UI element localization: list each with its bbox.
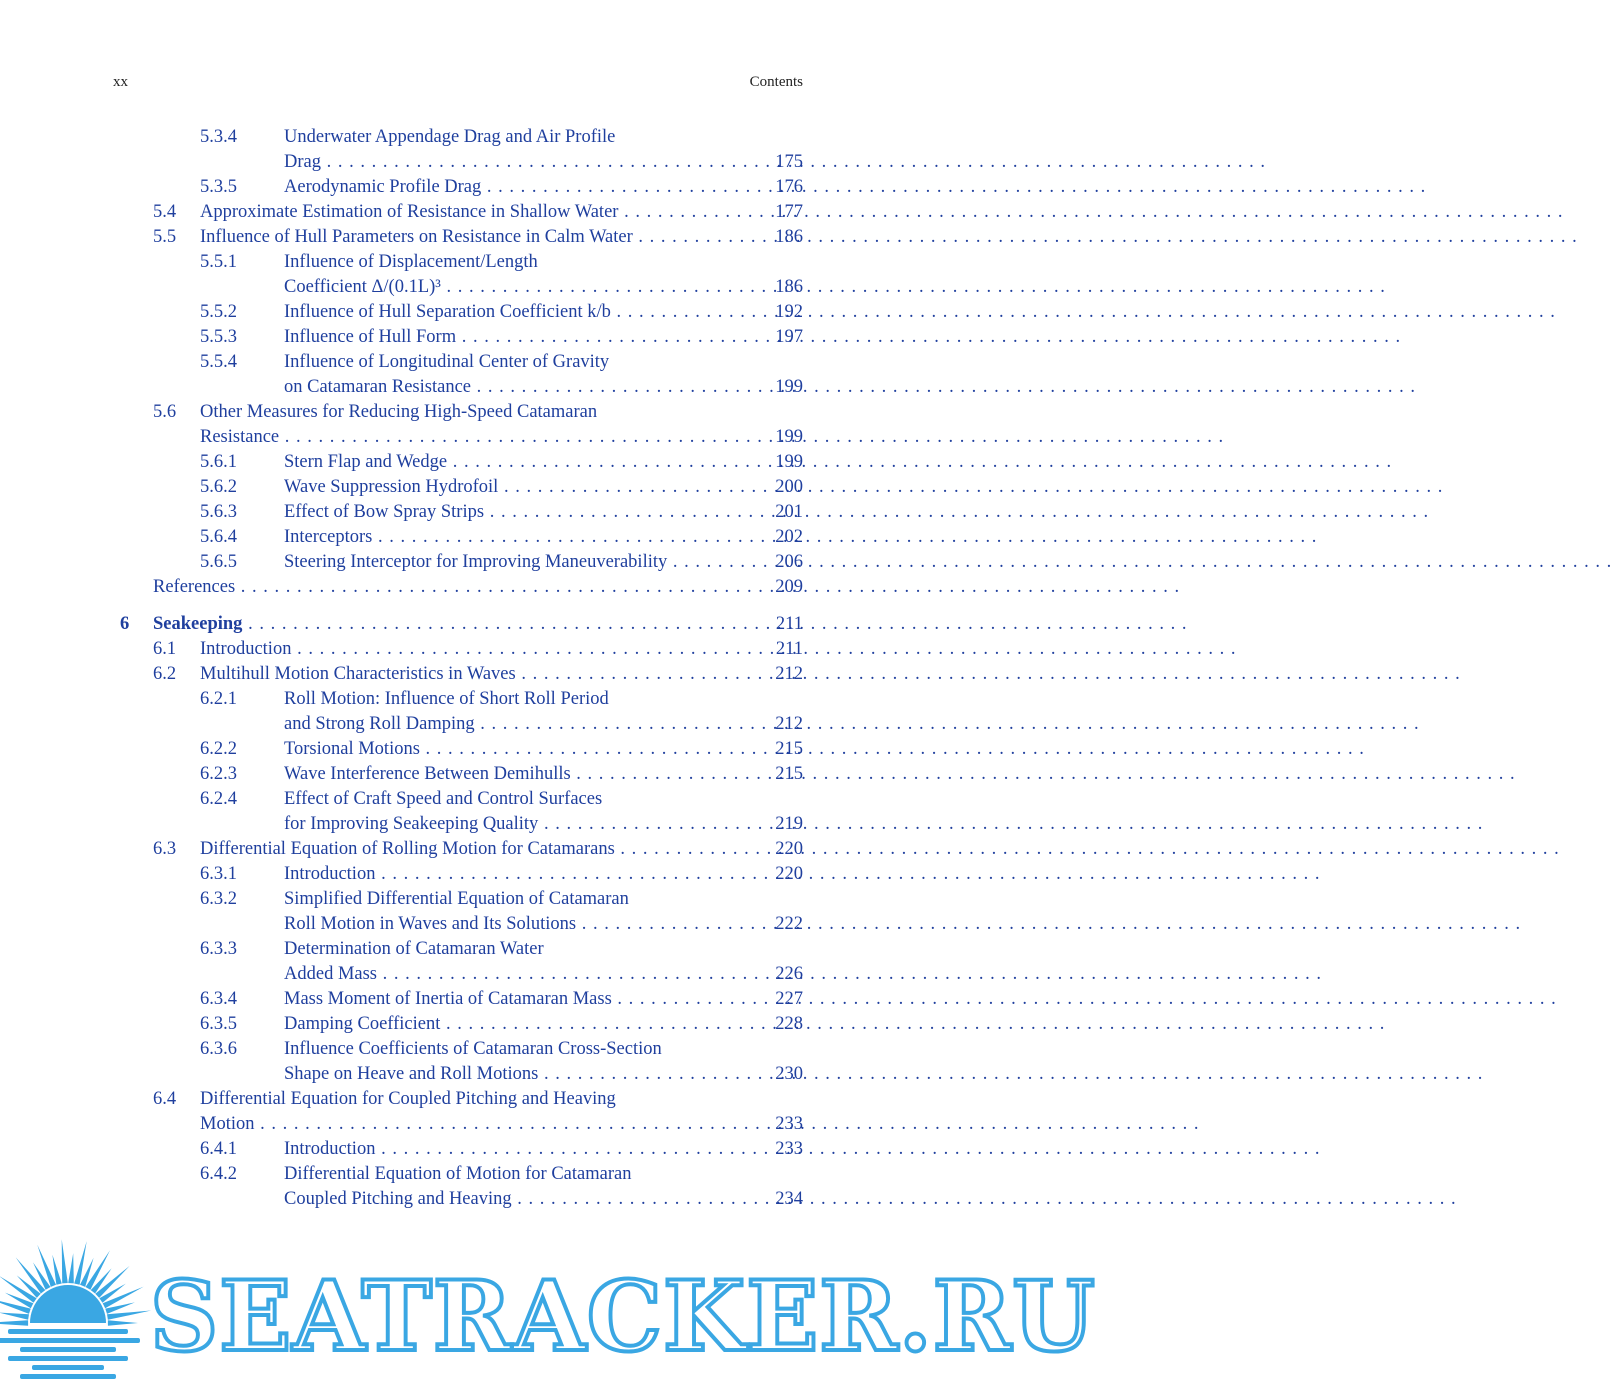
toc-entry-title-text: Influence of Hull Separation Coefficient k/b [284,302,611,322]
toc-entry-title-text: Coupled Pitching and Heaving [284,1189,512,1209]
toc-entry[interactable] [0,525,915,550]
toc-entry[interactable] [0,1137,915,1162]
toc-entry-title-text: Resistance [200,427,280,447]
toc-entry-title-text: Seakeeping [153,614,243,634]
toc-entry-title [200,837,760,862]
toc-entry-title [284,887,629,912]
toc-entry-title [153,575,760,600]
toc-entry-title-text: Differential Equation for Coupled Pitching and Heaving [200,1089,616,1109]
toc-entry-title-text: Motion [200,1114,255,1134]
toc-entry-number: 6.2.4 [200,789,237,809]
toc-entry-title [200,662,760,687]
toc-entry[interactable] [0,375,915,400]
toc-entry-title-text: and Strong Roll Damping [284,714,475,734]
toc-entry-title [284,275,760,300]
toc-entry-page: 209 [775,577,803,597]
toc-entry[interactable] [0,812,915,837]
toc-entry[interactable] [0,737,915,762]
toc-entry[interactable] [0,275,915,300]
toc-entry[interactable] [0,1162,915,1187]
toc-entry[interactable] [0,687,915,712]
toc-entry-page: 227 [775,989,803,1009]
toc-entry-title-text: Effect of Bow Spray Strips [284,502,485,522]
toc-entry-number: 6.3.5 [200,1014,237,1034]
toc-entry-number: 5.4 [153,202,177,222]
toc-entry-title-text: Influence of Longitudinal Center of Gravity [284,352,610,372]
toc-entry-page: 175 [775,152,803,172]
toc-entry-page: 234 [775,1189,803,1209]
toc-entry-title [200,200,760,225]
toc-entry-title [284,1187,760,1212]
toc-entry-title-text: on Catamaran Resistance [284,377,471,397]
toc-entry-page: 186 [775,227,803,247]
toc-entry-number: 6.2.3 [200,764,237,784]
toc-entry-title [284,450,760,475]
toc-entry-title [284,175,760,200]
toc-entry-number: 5.6.3 [200,502,237,522]
toc-entry-title-text: Added Mass [284,964,378,984]
toc-entry[interactable] [0,962,915,987]
toc-entry-page: 233 [775,1114,803,1134]
toc-entry-number: 6.3.1 [200,864,237,884]
toc-entry[interactable] [0,862,915,887]
toc-entry-title-text: Drag [284,152,321,172]
toc-entry-number: 6.2.2 [200,739,237,759]
toc-entry-title-text: Influence Coefficients of Catamaran Cross-Section [284,1039,662,1059]
toc-entry-page: 206 [775,552,803,572]
toc-entry-page: 199 [775,427,803,447]
toc-entry-title [200,1087,616,1112]
toc-entry-number: 5.3.5 [200,177,237,197]
toc-entry-title-text: Steering Interceptor for Improving Maneuverability [284,552,668,572]
toc-entry-title [284,300,760,325]
toc-entry[interactable] [0,887,915,912]
toc-entry[interactable] [0,837,915,862]
toc-entry-title [153,612,760,637]
toc-entry-page: 211 [775,614,803,634]
toc-entry-title-text: Effect of Craft Speed and Control Surfaces [284,789,603,809]
toc-entry[interactable] [0,612,915,637]
toc-entry[interactable] [0,450,915,475]
toc-entry[interactable] [0,787,915,812]
toc-entry[interactable] [0,325,915,350]
toc-entry-title-text: References [153,577,236,597]
toc-entry-number: 5.6.5 [200,552,237,572]
toc-entry-page: 212 [775,714,803,734]
toc-entry[interactable] [0,575,915,600]
toc-entry-title [284,987,760,1012]
toc-entry-number: 6.4.1 [200,1139,237,1159]
toc-entry-title [284,787,602,812]
toc-entry-title [284,500,760,525]
toc-entry-title-text: Stern Flap and Wedge [284,452,448,472]
toc-entry-page: 202 [775,527,803,547]
toc-entry-title-text: Other Measures for Reducing High-Speed Catamaran [200,402,598,422]
toc-entry-title [284,250,538,275]
toc-entry-title-text: Differential Equation of Rolling Motion for Catamarans [200,839,615,859]
toc-entry-title [284,812,760,837]
toc-entry-page: 226 [775,964,803,984]
toc-entry-page: 177 [775,202,803,222]
toc-entry[interactable] [0,150,915,175]
toc-entry-title-text: Mass Moment of Inertia of Catamaran Mass [284,989,612,1009]
toc-entry-page: 215 [775,764,803,784]
toc-entry[interactable] [0,987,915,1012]
toc-entry-title [284,712,760,737]
toc-entry[interactable] [0,125,915,150]
toc-entry-title-text: Introduction [284,1139,376,1159]
toc-entry[interactable] [0,175,915,200]
toc-entry-page: 220 [775,864,803,884]
toc-entry-title [284,1037,662,1062]
toc-entry[interactable] [0,200,915,225]
toc-entry-page: 211 [775,639,803,659]
toc-entry-title [284,350,609,375]
toc-entry-page: 176 [775,177,803,197]
toc-entry-title-text: Torsional Motions [284,739,420,759]
toc-entry-title-text: Determination of Catamaran Water [284,939,544,959]
toc-entry-number: 6.1 [153,639,177,659]
toc-entry-page: 215 [775,739,803,759]
toc-entry[interactable] [0,500,915,525]
toc-entry-title [284,1062,760,1087]
toc-entry[interactable] [0,350,915,375]
toc-entry-title [200,637,760,662]
toc-entry-title-text: Influence of Hull Parameters on Resistance in Calm Water [200,227,633,247]
toc-entry-title [284,550,760,575]
toc-entry-page: 212 [775,664,803,684]
toc-entry-title [284,525,760,550]
toc-entry-title [200,425,760,450]
toc-entry[interactable] [0,712,915,737]
toc-entry-number: 5.5 [153,227,177,247]
toc-entry-title [284,150,760,175]
toc-entry[interactable] [0,637,915,662]
toc-entry-number: 6.4.2 [200,1164,237,1184]
toc-entry-page: 199 [775,452,803,472]
toc-entry[interactable] [0,1062,915,1087]
toc-entry-title [284,737,760,762]
toc-entry-number: 5.5.1 [200,252,237,272]
toc-entry-number: 5.3.4 [200,127,237,147]
toc-entry[interactable] [0,1112,915,1137]
toc-entry-title [284,762,760,787]
toc-entry-title-text: Coefficient Δ/(0.1L)³ [284,277,441,297]
toc-entry[interactable] [0,225,915,250]
toc-entry-number: 6.3.3 [200,939,237,959]
toc-entry-title-text: Shape on Heave and Roll Motions [284,1064,539,1084]
watermark-text: SEATRACKER.RU [150,1260,1096,1373]
toc-entry-title [284,1162,631,1187]
toc-entry-number: 6.3.2 [200,889,237,909]
toc-entry-page: 219 [775,814,803,834]
toc-entry-title-text: Approximate Estimation of Resistance in Shallow Water [200,202,619,222]
toc-entry-title [284,125,615,150]
toc-entry-page: 197 [775,327,803,347]
toc-entry-title [200,400,597,425]
toc-entry-number: 6.2 [153,664,177,684]
toc-entry-title [284,962,760,987]
toc-entry-page: 228 [775,1014,803,1034]
toc-entry-title [284,687,609,712]
toc-entry-page: 199 [775,377,803,397]
toc-entry-title [200,1112,760,1137]
toc-entry[interactable] [0,300,915,325]
toc-entry-title [284,1012,760,1037]
toc-entry-number: 6.3.4 [200,989,237,1009]
toc-entry[interactable] [0,937,915,962]
toc-entry-title-text: Multihull Motion Characteristics in Waves [200,664,516,684]
toc-entry[interactable] [0,1037,915,1062]
toc-entry-title-text: for Improving Seakeeping Quality [284,814,539,834]
toc-entry[interactable] [0,400,915,425]
toc-entry-title-text: Underwater Appendage Drag and Air Profile [284,127,616,147]
toc-entry-title-text: Aerodynamic Profile Drag [284,177,482,197]
toc-entry-title-text: Simplified Differential Equation of Catamaran [284,889,629,909]
toc-entry-number: 5.5.4 [200,352,237,372]
toc-entry-title-text: Damping Coefficient [284,1014,441,1034]
toc-entry-title [200,225,760,250]
toc-entry-page: 230 [775,1064,803,1084]
toc-entry-page: 222 [775,914,803,934]
toc-entry-number: 6.2.1 [200,689,237,709]
toc-entry-number: 5.6 [153,402,177,422]
toc-entry[interactable] [0,550,915,575]
toc-entry[interactable] [0,1012,915,1037]
toc-entry-title [284,912,760,937]
toc-entry-title-text: Interceptors [284,527,373,547]
running-header-page-number: xx [113,74,128,90]
toc-entry-page: 192 [775,302,803,322]
toc-entry[interactable] [0,425,915,450]
toc-entry[interactable] [0,662,915,687]
toc-entry-title-text: Influence of Displacement/Length [284,252,538,272]
toc-entry-title [284,937,544,962]
toc-entry-number: 5.5.2 [200,302,237,322]
toc-entry-title [284,1137,760,1162]
toc-entry-title-text: Influence of Hull Form [284,327,457,347]
toc-entry[interactable] [0,762,915,787]
toc-entry-number: 5.6.2 [200,477,237,497]
toc-entry-page: 233 [775,1139,803,1159]
toc-entry-title [284,862,760,887]
toc-entry-title-text: Wave Suppression Hydrofoil [284,477,499,497]
toc-entry-page: 200 [775,477,803,497]
toc-entry-title [284,475,760,500]
toc-entry-number: 5.6.1 [200,452,237,472]
toc-entry-page: 201 [775,502,803,522]
toc-entry-number: 6.3 [153,839,177,859]
toc-entry[interactable] [0,912,915,937]
toc-entry-title [284,325,760,350]
toc-entry-number: 6.4 [153,1089,177,1109]
toc-entry-page: 186 [775,277,803,297]
toc-entry-title-text: Introduction [200,639,292,659]
toc-entry-title-text: Wave Interference Between Demihulls [284,764,571,784]
toc-entry[interactable] [0,1187,915,1212]
toc-entry-page: 220 [775,839,803,859]
toc-entry[interactable] [0,475,915,500]
running-header-title: Contents [749,74,803,90]
toc-entry-title-text: Introduction [284,864,376,884]
toc-entry-title-text: Roll Motion: Influence of Short Roll Period [284,689,609,709]
toc-entry-number: 5.5.3 [200,327,237,347]
toc-entry-number: 6 [120,614,130,634]
toc-entry-title-text: Roll Motion in Waves and Its Solutions [284,914,577,934]
toc-entry-number: 5.6.4 [200,527,237,547]
toc-entry-title-text: Differential Equation of Motion for Catamaran [284,1164,632,1184]
toc-entry-title [284,375,760,400]
toc-entry[interactable] [0,1087,915,1112]
toc-entry-number: 6.3.6 [200,1039,237,1059]
toc-entry[interactable] [0,250,915,275]
